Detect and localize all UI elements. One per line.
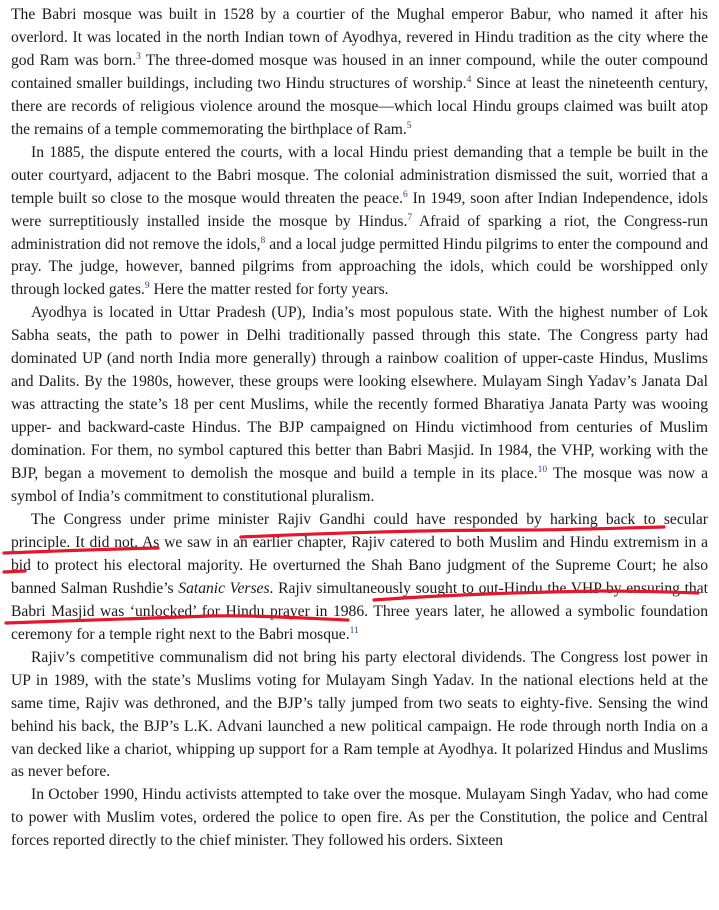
footnote-ref[interactable]: 6: [403, 189, 408, 200]
book-page: [11, 4, 708, 853]
text-run: Here the matter rested for forty years.: [149, 281, 389, 299]
footnote-ref[interactable]: 7: [407, 212, 413, 223]
text-run: In October 1990, Hindu activists attempted to take over the mosque. Mulayam Singh Yadav, who had come to power with Muslim votes, ordered the police to open fire. As per the Constitution, the police and Central forces reported directly to the chief minister. They followed his orders. Sixteen: [11, 786, 708, 850]
text-run: The mosque was now a symbol of India’s commitment to constitutional pluralism.: [11, 465, 709, 506]
paragraph: [11, 647, 708, 785]
footnote-ref[interactable]: 9: [144, 281, 150, 292]
paragraph: [11, 509, 708, 647]
text-run: Rajiv’s competitive communalism did not bring his party electoral dividends. The Congress lost power in UP in 1989, with the state’s Muslims voting for Mulayam Singh Yadav. In the national elections held at the same time, Rajiv was dethroned, and the BJP’s tally jumped from two seats to eighty-five. Sensing the wind behind his back, the BJP’s L.K. Advani launched a new political campaign. He rode through north India on a van decked like a chariot, whipping up support for a Ram temple at Ayodhya. It polarized Hindus and Muslims as never before.: [11, 648, 708, 781]
paragraph: [11, 142, 708, 303]
text-run: In 1949, soon after Indian Independence, idols were surreptitiously installed inside the mosque by Hindus.: [11, 189, 708, 230]
paragraph: [11, 302, 708, 509]
text-run: . Rajiv simultaneously sought to out-Hindu the VHP by ensuring that Babri Masjid was ‘unlocked’ for Hindu prayer in 1986. Three years later, he allowed a symbolic foundation ceremony for a temple right next to the Babri mosque.: [11, 579, 708, 643]
text-run: The three-domed mosque was housed in an inner compound, while the outer compound contained smaller buildings, including two Hindu structures of worship.: [11, 51, 708, 92]
text-run: and a local judge permitted Hindu pilgrims to enter the compound and pray. The judge, however, banned pilgrims from approaching the idols, which could be worshipped only through locked gates.: [11, 235, 708, 299]
text-run: The Babri mosque was built in 1528 by a courtier of the Mughal emperor Babur, who named it after his overlord. It was located in the north Indian town of Ayodhya, revered in Hindu tradition as the city where the god Ram was born.: [11, 6, 708, 69]
footnote-ref[interactable]: 4: [466, 74, 472, 85]
text-run: The Congress under prime minister Rajiv Gandhi could have responded by harking back to secular principle. It did not. As we saw in an earlier chapter, Rajiv catered to both Muslim and Hindu extremism in a bid to protect his electoral majority. He overturned the Shah Bano judgment of the Supreme Court; he also banned Salman Rushdie’s: [11, 510, 708, 597]
footnote-ref[interactable]: 3: [136, 51, 141, 62]
paragraph: [11, 4, 708, 142]
text-run: Afraid of sparking a riot, the Congress-run administration did not remove the idols,: [11, 212, 708, 253]
footnote-ref[interactable]: 8: [260, 235, 266, 246]
footnote-ref[interactable]: 10: [537, 465, 548, 476]
text-run: In 1885, the dispute entered the courts, with a local Hindu priest demanding that a temple be built in the outer courtyard, adjacent to the Babri mosque. The colonial administration dismissed the suit, worried that a temple built so close to the mosque would threaten the peace.: [11, 143, 708, 207]
italic-title: Satanic Verses: [178, 579, 270, 597]
text-run: Ayodhya is located in Uttar Pradesh (UP), India’s most populous state. With the highest number of Lok Sabha seats, the path to power in Delhi traditionally passed through this state. The Congress party had dominated UP (and north India more generally) through a rainbow coalition of upper-caste Hindus, Muslims and Dalits. By the 1980s, however, these groups were looking elsewhere. Mulayam Singh Yadav’s Janata Dal was attracting the state’s 18 per cent Muslims, while the recently formed Bharatiya Janata Party was wooing upper- and backward-caste Hindus. The BJP campaigned on Hindu victimhood from centuries of Muslim domination. For them, no symbol captured this better than Babri Masjid. In 1984, the VHP, working with the BJP, began a movement to demolish the mosque and build a temple in its place.: [11, 304, 708, 483]
footnote-ref[interactable]: 11: [349, 625, 359, 636]
text-run: Since at least the nineteenth century, there are records of religious violence around the mosque—which local Hindu groups claimed was built atop the remains of a temple commemorating the birthplace of Ram.: [11, 74, 708, 138]
footnote-ref[interactable]: 5: [406, 120, 412, 131]
paragraph: [11, 784, 708, 853]
